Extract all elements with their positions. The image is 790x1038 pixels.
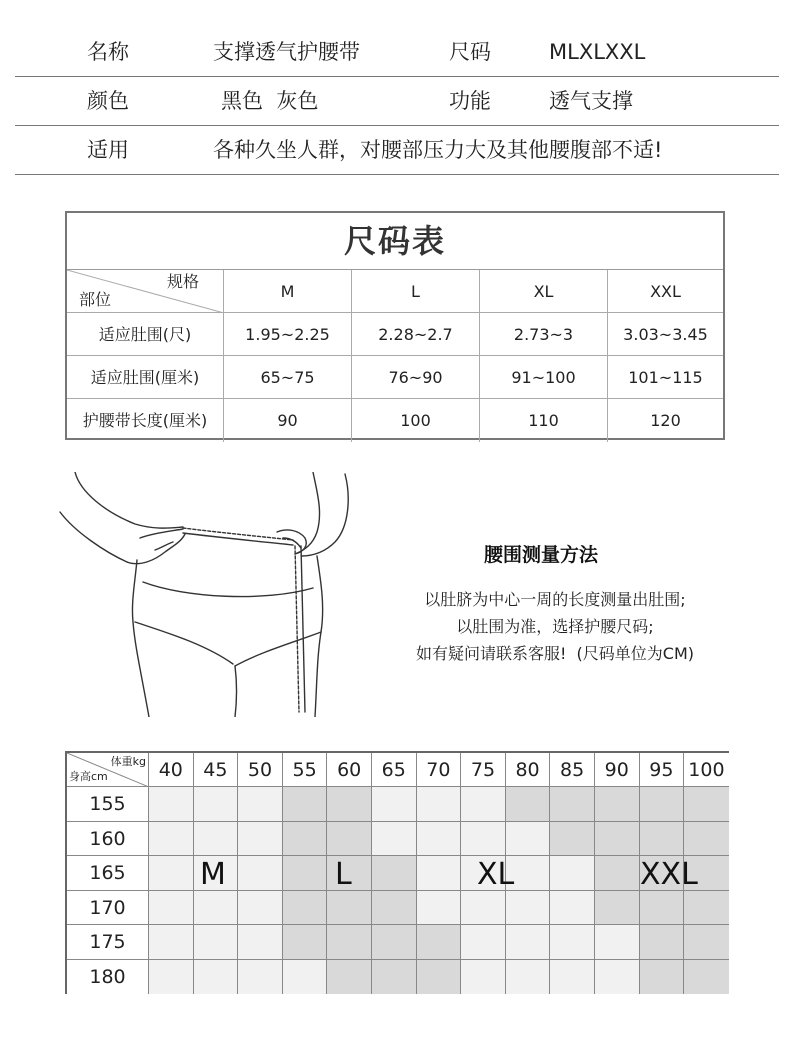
grid-cell (506, 787, 551, 822)
size-chart-grid (67, 270, 723, 442)
grid-cell (194, 822, 239, 857)
weight-header: 75 (461, 753, 506, 787)
grid-cell (684, 925, 729, 960)
corner-spec: 规格 (166, 272, 199, 291)
grid-cell (640, 787, 685, 822)
row-label-chi: 适应肚围(尺) (67, 313, 224, 356)
measure-line-1: 以肚脐为中心一周的长度测量出肚围; (424, 590, 686, 609)
grid-cell (327, 856, 372, 891)
size-header-xxl: XXL (608, 270, 723, 313)
function-value: 透气支撑 (549, 89, 633, 113)
grid-cell (595, 960, 640, 995)
grid-cell (283, 891, 328, 926)
corner-height: 身高cm (69, 770, 108, 783)
function-label: 功能 (449, 89, 491, 113)
grid-cell (506, 891, 551, 926)
grid-cell (372, 960, 417, 995)
grid-cell (238, 925, 283, 960)
height-header: 180 (67, 960, 149, 995)
table-cell: 1.95~2.25 (224, 313, 352, 356)
grid-cell (283, 925, 328, 960)
measure-title-text: 腰围测量方法 (484, 544, 599, 566)
table-cell: 2.28~2.7 (352, 313, 480, 356)
size-chart (65, 211, 725, 440)
color-value: 黑色 灰色 (221, 89, 319, 113)
grid-cell (238, 787, 283, 822)
grid-cell (327, 891, 372, 926)
weight-height-corner (67, 753, 149, 787)
color-label: 颜色 (87, 89, 129, 113)
grid-cell (417, 925, 462, 960)
grid-cell (506, 925, 551, 960)
grid-cell (640, 891, 685, 926)
grid-cell (550, 925, 595, 960)
weight-header: 85 (550, 753, 595, 787)
weight-header: 65 (372, 753, 417, 787)
measure-instructions (370, 586, 740, 667)
table-cell: 91~100 (480, 356, 608, 399)
grid-cell (550, 960, 595, 995)
grid-cell (372, 787, 417, 822)
waist-measure-illustration (55, 472, 355, 717)
table-cell: 101~115 (608, 356, 723, 399)
grid-cell (595, 787, 640, 822)
grid-cell (550, 891, 595, 926)
weight-header: 60 (327, 753, 372, 787)
usage-value: 各种久坐人群，对腰部压力大及其他腰腹部不适! (213, 138, 663, 162)
size-header-xl: XL (480, 270, 608, 313)
height-header: 165 (67, 856, 149, 891)
table-cell: 76~90 (352, 356, 480, 399)
grid-cell (283, 822, 328, 857)
height-header: 160 (67, 822, 149, 857)
grid-cell (327, 822, 372, 857)
grid-cell (684, 960, 729, 995)
table-cell: 3.03~3.45 (608, 313, 723, 356)
grid-cell (595, 891, 640, 926)
grid-cell (461, 787, 506, 822)
grid-cell (283, 787, 328, 822)
grid-cell (461, 822, 506, 857)
zone-label-xl: XL (477, 857, 515, 892)
grid-cell (417, 856, 462, 891)
size-header-l: L (352, 270, 480, 313)
grid-cell (327, 960, 372, 995)
grid-cell (640, 960, 685, 995)
height-header: 175 (67, 925, 149, 960)
size-value: MLXLXXL (549, 40, 646, 64)
size-label: 尺码 (449, 40, 491, 64)
grid-cell (461, 856, 506, 891)
name-label: 名称 (87, 40, 129, 64)
grid-cell (595, 925, 640, 960)
grid-cell (149, 856, 194, 891)
measure-line-2: 以肚围为准，选择护腰尺码; (456, 617, 654, 636)
table-cell: 100 (352, 399, 480, 442)
size-chart-title: 尺码表 (67, 213, 723, 270)
grid-cell (640, 856, 685, 891)
grid-cell (327, 787, 372, 822)
weight-height-chart (65, 751, 729, 994)
grid-cell (283, 856, 328, 891)
grid-cell (149, 822, 194, 857)
grid-cell (417, 787, 462, 822)
grid-cell (372, 925, 417, 960)
grid-cell (417, 891, 462, 926)
table-cell: 110 (480, 399, 608, 442)
row-label-cm: 适应肚围(厘米) (67, 356, 224, 399)
corner-weight: 体重kg (110, 755, 146, 768)
grid-cell (194, 960, 239, 995)
grid-cell (283, 960, 328, 995)
grid-cell (327, 925, 372, 960)
measure-line-3: 如有疑问请联系客服! (尺码单位为CM) (415, 644, 695, 663)
weight-header: 45 (194, 753, 239, 787)
info-row-color (15, 77, 779, 126)
grid-cell (595, 856, 640, 891)
grid-cell (506, 856, 551, 891)
grid-cell (149, 960, 194, 995)
grid-cell (506, 822, 551, 857)
weight-header: 90 (595, 753, 640, 787)
height-header: 170 (67, 891, 149, 926)
grid-cell (461, 960, 506, 995)
grid-cell (149, 925, 194, 960)
grid-cell (595, 822, 640, 857)
grid-cell (684, 891, 729, 926)
weight-header: 50 (238, 753, 283, 787)
info-row-name (15, 28, 779, 77)
grid-cell (372, 856, 417, 891)
weight-height-grid (67, 753, 727, 994)
grid-cell (461, 925, 506, 960)
table-cell: 2.73~3 (480, 313, 608, 356)
grid-cell (640, 822, 685, 857)
grid-cell (194, 925, 239, 960)
product-info (15, 28, 779, 175)
weight-header: 95 (640, 753, 685, 787)
zone-label-l: L (335, 857, 352, 892)
grid-cell (640, 925, 685, 960)
table-cell: 90 (224, 399, 352, 442)
grid-cell (684, 856, 729, 891)
grid-cell (684, 787, 729, 822)
grid-cell (461, 891, 506, 926)
zone-label-m: M (200, 857, 226, 892)
grid-cell (417, 960, 462, 995)
table-cell: 120 (650, 411, 681, 430)
weight-header: 55 (283, 753, 328, 787)
zone-label-xxl: XXL (640, 857, 698, 892)
info-row-usage (15, 126, 779, 175)
grid-cell (238, 856, 283, 891)
name-value: 支撑透气护腰带 (213, 40, 360, 64)
grid-cell (506, 960, 551, 995)
grid-cell (149, 891, 194, 926)
weight-header: 80 (506, 753, 551, 787)
weight-header: 40 (149, 753, 194, 787)
size-header-m: M (224, 270, 352, 313)
weight-header: 100 (684, 753, 729, 787)
grid-cell (149, 787, 194, 822)
grid-cell (372, 822, 417, 857)
height-header: 155 (67, 787, 149, 822)
grid-cell (238, 891, 283, 926)
corner-part: 部位 (79, 290, 112, 309)
usage-label: 适用 (87, 138, 129, 162)
row-label-length: 护腰带长度(厘米) (67, 399, 224, 442)
grid-cell (238, 822, 283, 857)
table-cell: 65~75 (224, 356, 352, 399)
grid-cell (238, 960, 283, 995)
grid-cell (550, 856, 595, 891)
grid-cell (194, 787, 239, 822)
grid-cell (194, 856, 239, 891)
grid-cell (417, 822, 462, 857)
grid-cell (684, 822, 729, 857)
size-chart-corner (67, 270, 224, 313)
weight-header: 70 (417, 753, 462, 787)
grid-cell (550, 787, 595, 822)
grid-cell (550, 822, 595, 857)
grid-cell (194, 891, 239, 926)
grid-cell (372, 891, 417, 926)
